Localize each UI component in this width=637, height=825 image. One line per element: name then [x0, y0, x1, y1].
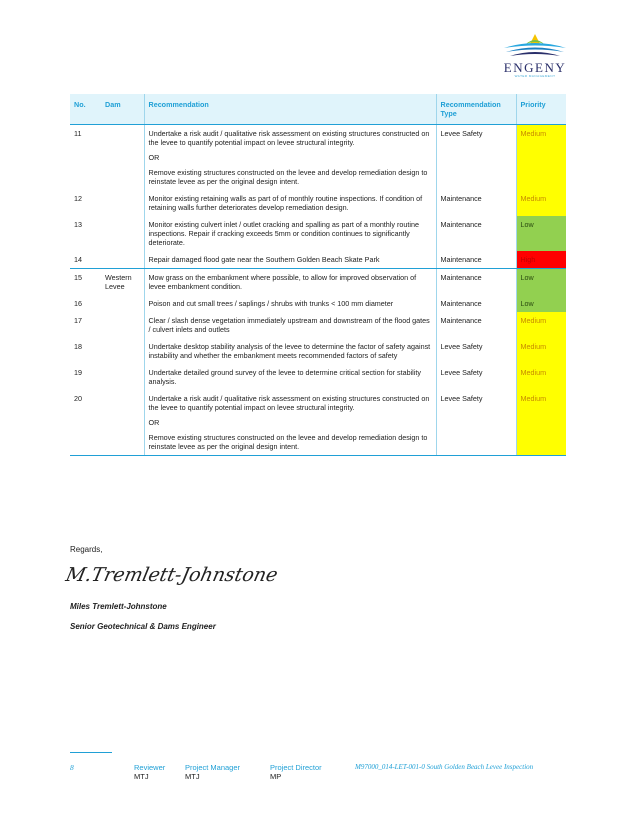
pm-label: Project Manager — [185, 763, 241, 772]
signer-name: Miles Tremlett-Johnstone — [70, 602, 167, 611]
recommendation-text: Mow grass on the embankment where possible, to allow for improved observation of levee embankment condition. — [148, 273, 417, 291]
priority-badge: Medium — [516, 390, 566, 456]
pm-value: MTJ — [185, 772, 200, 781]
row-type: Maintenance — [436, 190, 516, 216]
row-recommendation — [144, 390, 436, 456]
row-dam — [101, 125, 144, 191]
priority-badge: Low — [516, 216, 566, 251]
header-no: No. — [70, 94, 101, 125]
row-recommendation — [144, 338, 436, 364]
recommendation-text: Monitor existing retaining walls as part of of monthly routine inspections. If condition of retaining walls further deteriorates develop remediation design. — [148, 194, 423, 212]
footer-project-director — [270, 763, 322, 781]
or-separator: OR — [148, 153, 160, 162]
table-row — [70, 312, 566, 338]
row-number: 18 — [74, 342, 82, 351]
row-type: Levee Safety — [436, 364, 516, 390]
priority-badge: Medium — [516, 364, 566, 390]
priority-badge: Medium — [516, 338, 566, 364]
row-dam — [101, 251, 144, 269]
row-recommendation — [144, 269, 436, 296]
row-number: 19 — [74, 368, 82, 377]
row-dam — [101, 190, 144, 216]
row-number: 13 — [74, 220, 82, 229]
row-type: Maintenance — [436, 269, 516, 296]
row-number: 11 — [74, 129, 82, 138]
pd-label: Project Director — [270, 763, 322, 772]
table-row — [70, 251, 566, 269]
header-type: Recommendation Type — [436, 94, 516, 125]
row-number: 15 — [74, 273, 82, 282]
row-number: 16 — [74, 299, 82, 308]
row-recommendation — [144, 364, 436, 390]
row-dam — [101, 390, 144, 456]
table-row — [70, 295, 566, 312]
priority-badge: Low — [516, 295, 566, 312]
row-number: 14 — [70, 251, 101, 269]
regards-text: Regards, — [70, 545, 103, 554]
recommendations-table — [70, 94, 566, 456]
recommendation-text: Undertake a risk audit / qualitative risk assessment on existing structures constructed on the levee to quantify potential impact on levee structural integrity. — [148, 129, 430, 147]
row-number: 20 — [70, 390, 101, 456]
reviewer-value: MTJ — [134, 772, 149, 781]
row-type: Levee Safety — [436, 338, 516, 364]
table-row — [70, 190, 566, 216]
logo-tagline: WATER MANAGEMENT — [514, 74, 556, 78]
row-dam — [101, 338, 144, 364]
recommendation-text: Undertake desktop stability analysis of the levee to determine the factor of safety against instability and whether the embankment meets recommended factors of safety — [148, 342, 431, 360]
recommendation-text: Remove existing structures constructed on the levee and develop remediation design to reinstate levee as per the original design intent. — [148, 433, 428, 451]
footer-divider — [70, 752, 112, 753]
priority-badge: Medium — [516, 312, 566, 338]
row-type: Maintenance — [436, 216, 516, 251]
recommendation-text: Remove existing structures constructed on the levee and develop remediation design to reinstate levee as per the original design intent. — [148, 168, 428, 186]
logo-waves-icon — [500, 30, 570, 60]
row-recommendation — [144, 190, 436, 216]
recommendation-text: Monitor existing culvert inlet / outlet cracking and spalling as part of a monthly routine inspections. Repair if cracking exceeds 5mm or condition continues to significantly deteriorate. — [148, 220, 419, 247]
table-row — [70, 390, 566, 456]
reviewer-label: Reviewer — [134, 763, 166, 772]
company-logo — [500, 30, 570, 78]
signer-title: Senior Geotechnical & Dams Engineer — [70, 622, 216, 631]
row-type: Maintenance — [436, 312, 516, 338]
row-dam — [101, 312, 144, 338]
table-row — [70, 269, 566, 296]
row-recommendation — [144, 251, 436, 269]
recommendation-text: Undertake a risk audit / qualitative risk assessment on existing structures constructed on the levee to quantify potential impact on levee structural integrity. — [148, 394, 430, 412]
row-type: Levee Safety — [436, 125, 516, 191]
priority-badge: Low — [516, 269, 566, 296]
header-priority: Priority — [516, 94, 566, 125]
page-number: 8 — [70, 763, 74, 772]
table-row — [70, 364, 566, 390]
row-dam: Western Levee — [105, 273, 132, 291]
row-recommendation — [144, 125, 436, 191]
recommendation-text: Clear / slash dense vegetation immediately upstream and downstream of the flood gates / culvert inlets and outlets — [148, 316, 430, 334]
row-dam — [101, 295, 144, 312]
priority-badge: High — [516, 251, 566, 269]
table-header-row — [70, 94, 566, 125]
header-recommendation: Recommendation — [144, 94, 436, 125]
row-type: Maintenance — [436, 295, 516, 312]
recommendation-text: Repair damaged flood gate near the Southern Golden Beach Skate Park — [148, 255, 380, 264]
row-type: Maintenance — [436, 251, 516, 269]
row-recommendation — [144, 312, 436, 338]
svg-text:M.Tremlett-Johnstone: M.Tremlett-Johnstone — [63, 563, 280, 586]
pd-value: MP — [270, 772, 282, 781]
row-recommendation — [144, 295, 436, 312]
recommendation-text: Undertake detailed ground survey of the levee to determine critical section for stability analysis. — [148, 368, 421, 386]
row-recommendation — [144, 216, 436, 251]
document-reference: M97000_014-LET-001-0 South Golden Beach Levee Inspection — [355, 763, 534, 771]
table-row — [70, 216, 566, 251]
row-dam — [101, 364, 144, 390]
row-number: 12 — [74, 194, 82, 203]
handwritten-signature — [63, 557, 280, 591]
header-dam: Dam — [101, 94, 144, 125]
footer-reviewer — [134, 763, 165, 781]
priority-badge: Medium — [516, 125, 566, 191]
logo-wordmark: ENGENY — [503, 60, 567, 75]
recommendation-text: Poison and cut small trees / saplings / shrubs with trunks < 100 mm diameter — [148, 299, 394, 308]
or-separator: OR — [148, 418, 160, 427]
table-row — [70, 338, 566, 364]
row-type: Levee Safety — [436, 390, 516, 456]
row-number: 17 — [74, 316, 82, 325]
priority-badge: Medium — [516, 190, 566, 216]
footer-project-manager — [185, 763, 240, 781]
row-dam — [101, 216, 144, 251]
table-row — [70, 125, 566, 191]
